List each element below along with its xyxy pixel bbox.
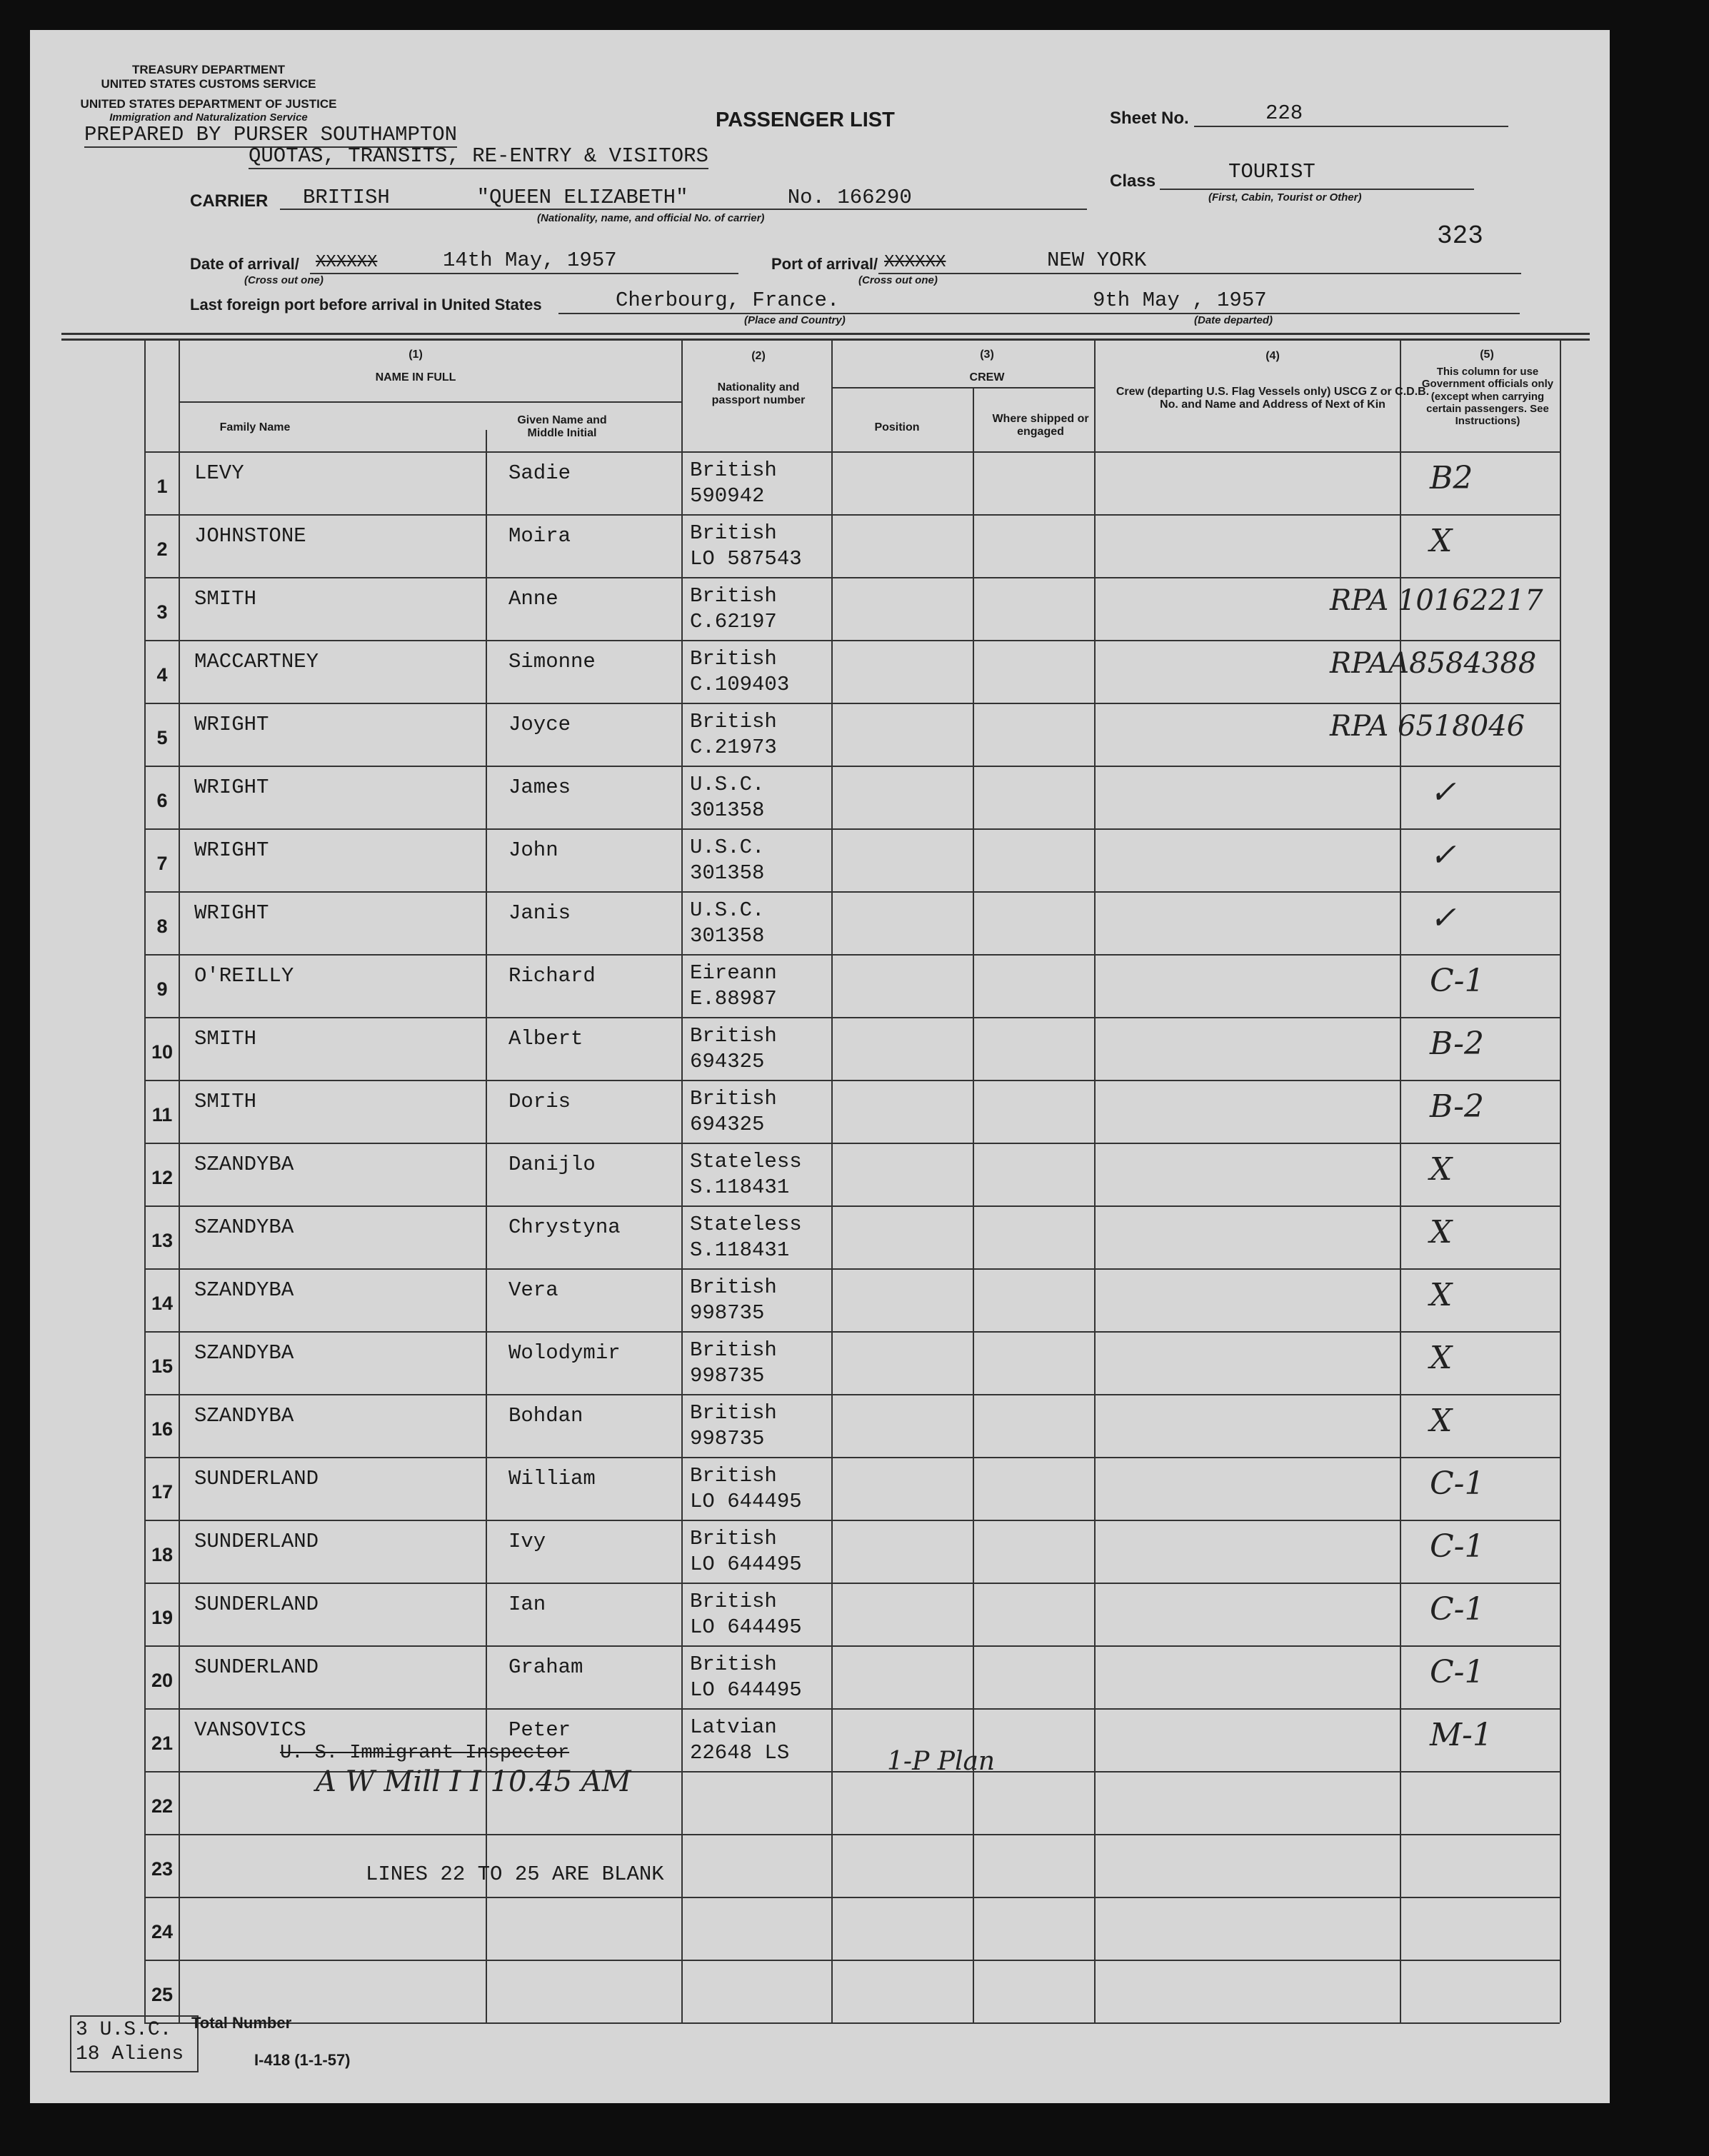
official-mark: X (1430, 1214, 1453, 1250)
table-rule (144, 1897, 1560, 1898)
table-rule (144, 1960, 1560, 1961)
given-name: Joyce (508, 713, 571, 736)
family-name: SZANDYBA (194, 1153, 294, 1176)
official-mark: X (1430, 1277, 1453, 1313)
agency-line: UNITED STATES DEPARTMENT OF JUSTICE (80, 97, 337, 111)
inspector-signature: A W Mill I I 10.45 AM (316, 1765, 631, 1798)
row-number: 4 (156, 664, 168, 686)
official-mark: ✓ (1430, 837, 1456, 873)
row-number: 17 (151, 1481, 174, 1503)
cross-out-hint: (Cross out one) (244, 274, 324, 286)
family-name: JOHNSTONE (194, 524, 306, 548)
passport-number: C.21973 (690, 736, 777, 759)
table-row (30, 1268, 1610, 1331)
passport-number: 22648 LS (690, 1741, 790, 1765)
nationality: British (690, 1024, 777, 1048)
agency-line: Immigration and Naturalization Service (109, 111, 308, 124)
given-name: Moira (508, 524, 571, 548)
col-crew-us: Crew (departing U.S. Flag Vessels only) USCG Z or C.D.B. No. and Name and Address of Next of Kin (1116, 386, 1430, 411)
row-number: 24 (151, 1921, 174, 1942)
family-name: MACCARTNEY (194, 650, 319, 673)
given-name: James (508, 776, 571, 799)
nationality: British (690, 1653, 777, 1676)
table-row (30, 891, 1610, 954)
stamp-number: 323 (1437, 221, 1483, 251)
passport-number: C.109403 (690, 673, 790, 696)
agency-line: TREASURY DEPARTMENT (131, 63, 286, 76)
col4-number: (4) (1266, 350, 1280, 362)
col-nationality: Nationality and passport number (711, 381, 806, 407)
passport-number: 998735 (690, 1427, 765, 1450)
sheet-label: Sheet No. (1110, 109, 1189, 128)
passport-number: S.118431 (690, 1175, 790, 1199)
prepared-by: PREPARED BY PURSER SOUTHAMPTON (84, 123, 458, 146)
official-mark: RPA 6518046 (1330, 710, 1525, 743)
last-port-label: Last foreign port before arrival in United States (190, 296, 542, 314)
given-name: William (508, 1467, 596, 1490)
page-title: PASSENGER LIST (716, 109, 895, 131)
row-number: 14 (151, 1293, 174, 1314)
row-number: 9 (156, 978, 168, 1000)
passport-number: 694325 (690, 1113, 765, 1136)
given-name: Peter (508, 1718, 571, 1742)
departed-hint: (Date departed) (1194, 314, 1273, 326)
family-name: WRIGHT (194, 838, 269, 862)
passport-number: 301358 (690, 924, 765, 948)
col1-title: NAME IN FULL (375, 371, 456, 383)
table-row (30, 1331, 1610, 1394)
row-number: 23 (151, 1858, 174, 1880)
nationality: Latvian (690, 1715, 777, 1739)
table-row (30, 640, 1610, 703)
row-number: 3 (156, 601, 168, 623)
port-value: NEW YORK (1047, 249, 1147, 272)
given-name: Vera (508, 1278, 558, 1302)
stamp-line: 18 Aliens (76, 2042, 184, 2065)
nationality: British (690, 710, 777, 733)
row-number: 1 (156, 476, 168, 497)
carrier-value: BRITISH "QUEEN ELIZABETH" No. 166290 (303, 186, 912, 209)
passport-number: 998735 (690, 1364, 765, 1388)
official-mark: X (1430, 1340, 1453, 1376)
official-mark: X (1430, 1403, 1453, 1439)
table-row (30, 1645, 1610, 1708)
col5-number: (5) (1480, 349, 1494, 361)
row-number: 6 (156, 790, 168, 811)
official-mark: B2 (1430, 460, 1473, 496)
family-name: WRIGHT (194, 776, 269, 799)
last-port-value: Cherbourg, France. (616, 289, 840, 312)
table-row (30, 1583, 1610, 1645)
table-row (30, 703, 1610, 766)
nationality: British (690, 647, 777, 671)
row-number: 8 (156, 916, 168, 937)
table-rule (831, 387, 1094, 388)
col-gov-use: This column for use Government officials only (except when carrying certain passengers. See Instructions) (1421, 366, 1554, 427)
nationality: British (690, 458, 777, 482)
row-number: 18 (151, 1544, 174, 1565)
given-name: Danijlo (508, 1153, 596, 1176)
table-row (30, 451, 1610, 514)
table-row (30, 828, 1610, 891)
nationality: British (690, 1527, 777, 1550)
official-mark: X (1430, 1151, 1453, 1188)
inspector-label: U. S. Immigrant Inspector (280, 1743, 570, 1764)
official-mark: B-2 (1430, 1088, 1485, 1125)
row-number: 20 (151, 1670, 174, 1691)
passport-number: LO 587543 (690, 547, 802, 571)
official-mark: M-1 (1430, 1717, 1493, 1753)
nationality: British (690, 1087, 777, 1110)
nationality: U.S.C. (690, 773, 765, 796)
col2-number: (2) (751, 350, 766, 362)
family-name: LEVY (194, 461, 244, 485)
class-value: TOURIST (1228, 160, 1315, 184)
nationality: U.S.C. (690, 836, 765, 859)
stamp-line: 3 U.S.C. (76, 2019, 172, 2041)
given-name: Anne (508, 587, 558, 611)
table-row (30, 1205, 1610, 1268)
given-name: Bohdan (508, 1404, 583, 1428)
passport-number: LO 644495 (690, 1553, 802, 1576)
passport-number: LO 644495 (690, 1490, 802, 1513)
passport-number: LO 644495 (690, 1615, 802, 1639)
family-name: WRIGHT (194, 713, 269, 736)
family-name: SUNDERLAND (194, 1655, 319, 1679)
carrier-label: CARRIER (190, 191, 269, 211)
col-position: Position (874, 421, 920, 433)
official-mark: RPAA8584388 (1330, 647, 1537, 680)
nationality: British (690, 1401, 777, 1425)
passport-number: 590942 (690, 484, 765, 508)
col3-number: (3) (980, 349, 994, 361)
arrival-label: Date of arrival/ (190, 255, 299, 273)
family-name: SUNDERLAND (194, 1530, 319, 1553)
col1-number: (1) (409, 349, 423, 361)
family-name: SZANDYBA (194, 1278, 294, 1302)
official-mark: ✓ (1430, 774, 1456, 811)
nationality: British (690, 1275, 777, 1299)
official-mark: B-2 (1430, 1026, 1485, 1062)
table-rule (144, 1834, 1560, 1835)
family-name: VANSOVICS (194, 1718, 306, 1742)
row-number: 25 (151, 1984, 174, 2005)
family-name: SMITH (194, 1027, 257, 1051)
row-number: 15 (151, 1355, 174, 1377)
passport-number: E.88987 (690, 987, 777, 1011)
row-number: 2 (156, 538, 168, 560)
nationality: Stateless (690, 1213, 802, 1236)
row-number: 16 (151, 1418, 174, 1440)
official-mark: C-1 (1430, 963, 1485, 999)
table-row (30, 766, 1610, 828)
form-number: I-418 (1-1-57) (254, 2051, 351, 2069)
passport-number: 301358 (690, 861, 765, 885)
nationality: British (690, 584, 777, 608)
row-number: 21 (151, 1733, 174, 1754)
row-number: 5 (156, 727, 168, 748)
carrier-hint: (Nationality, name, and official No. of carrier) (537, 212, 765, 224)
passport-number: 301358 (690, 798, 765, 822)
family-name: SUNDERLAND (194, 1593, 319, 1616)
row-number: 19 (151, 1607, 174, 1628)
given-name: Wolodymir (508, 1341, 621, 1365)
passenger-list-sheet (30, 30, 1610, 2103)
nationality: Stateless (690, 1150, 802, 1173)
official-mark: C-1 (1430, 1528, 1485, 1565)
table-row (30, 954, 1610, 1017)
nationality: British (690, 1338, 777, 1362)
table-row (30, 1520, 1610, 1583)
totals-stamp (70, 2015, 199, 2072)
official-mark: RPA 10162217 (1330, 584, 1543, 617)
family-name: SZANDYBA (194, 1341, 294, 1365)
official-mark: C-1 (1430, 1591, 1485, 1628)
agency-line: UNITED STATES CUSTOMS SERVICE (101, 77, 316, 91)
given-name: Ivy (508, 1530, 546, 1553)
passport-number: S.118431 (690, 1238, 790, 1262)
given-name: Doris (508, 1090, 571, 1113)
given-name: John (508, 838, 558, 862)
nationality: U.S.C. (690, 898, 765, 922)
arrival-date: 14th May, 1957 (443, 249, 617, 272)
arrival-struck: XXXXXX (316, 253, 378, 272)
table-row (30, 1017, 1610, 1080)
nationality: British (690, 1590, 777, 1613)
table-row (30, 1143, 1610, 1205)
table-row (30, 1394, 1610, 1457)
family-name: SZANDYBA (194, 1404, 294, 1428)
family-name: SMITH (194, 587, 257, 611)
col-family-name: Family Name (219, 421, 291, 433)
table-row (30, 1457, 1610, 1520)
cross-out-hint: (Cross out one) (858, 274, 938, 286)
col-where-shipped: Where shipped or engaged (992, 413, 1089, 438)
row-number: 12 (151, 1167, 174, 1188)
given-name: Simonne (508, 650, 596, 673)
family-name: SMITH (194, 1090, 257, 1113)
row-number: 22 (151, 1795, 174, 1817)
col-crew: CREW (969, 371, 1005, 383)
nationality: British (690, 521, 777, 545)
given-name: Chrystyna (508, 1215, 621, 1239)
row-number: 13 (151, 1230, 174, 1251)
row-number: 10 (151, 1041, 174, 1063)
total-number-label: Total Number (191, 2014, 292, 2032)
passport-number: C.62197 (690, 610, 777, 633)
table-row (30, 1708, 1610, 1771)
official-mark: C-1 (1430, 1465, 1485, 1502)
given-name: Richard (508, 964, 596, 988)
table-row (30, 514, 1610, 577)
family-name: WRIGHT (194, 901, 269, 925)
given-name: Graham (508, 1655, 583, 1679)
class-hint: (First, Cabin, Tourist or Other) (1208, 191, 1362, 204)
family-name: SZANDYBA (194, 1215, 294, 1239)
port-label: Port of arrival/ (771, 255, 878, 273)
class-label: Class (1110, 171, 1156, 191)
place-hint: (Place and Country) (744, 314, 846, 326)
table-rule (144, 2022, 1560, 2024)
col-given-name: Given Name and Middle Initial (517, 414, 607, 440)
list-subtitle: QUOTAS, TRANSITS, RE-ENTRY & VISITORS (249, 144, 708, 168)
family-name: SUNDERLAND (194, 1467, 319, 1490)
row-number: 7 (156, 853, 168, 874)
table-row (30, 577, 1610, 640)
official-mark: ✓ (1430, 900, 1456, 936)
nationality: British (690, 1464, 777, 1488)
given-name: Albert (508, 1027, 583, 1051)
row-number: 11 (151, 1104, 173, 1125)
departed-date: 9th May , 1957 (1093, 289, 1267, 312)
given-name: Janis (508, 901, 571, 925)
sheet-number: 228 (1266, 101, 1303, 125)
given-name: Sadie (508, 461, 571, 485)
crew-note: 1-P Plan (887, 1747, 996, 1776)
passport-number: LO 644495 (690, 1678, 802, 1702)
official-mark: X (1430, 523, 1453, 559)
passport-number: 694325 (690, 1050, 765, 1073)
official-mark: C-1 (1430, 1654, 1485, 1690)
given-name: Ian (508, 1593, 546, 1616)
family-name: O'REILLY (194, 964, 294, 988)
passport-number: 998735 (690, 1301, 765, 1325)
nationality: Eireann (690, 961, 777, 985)
table-row (30, 1080, 1610, 1143)
table-rule (179, 401, 681, 403)
port-struck: XXXXXX (884, 253, 946, 272)
blank-lines-note: LINES 22 TO 25 ARE BLANK (366, 1862, 664, 1886)
